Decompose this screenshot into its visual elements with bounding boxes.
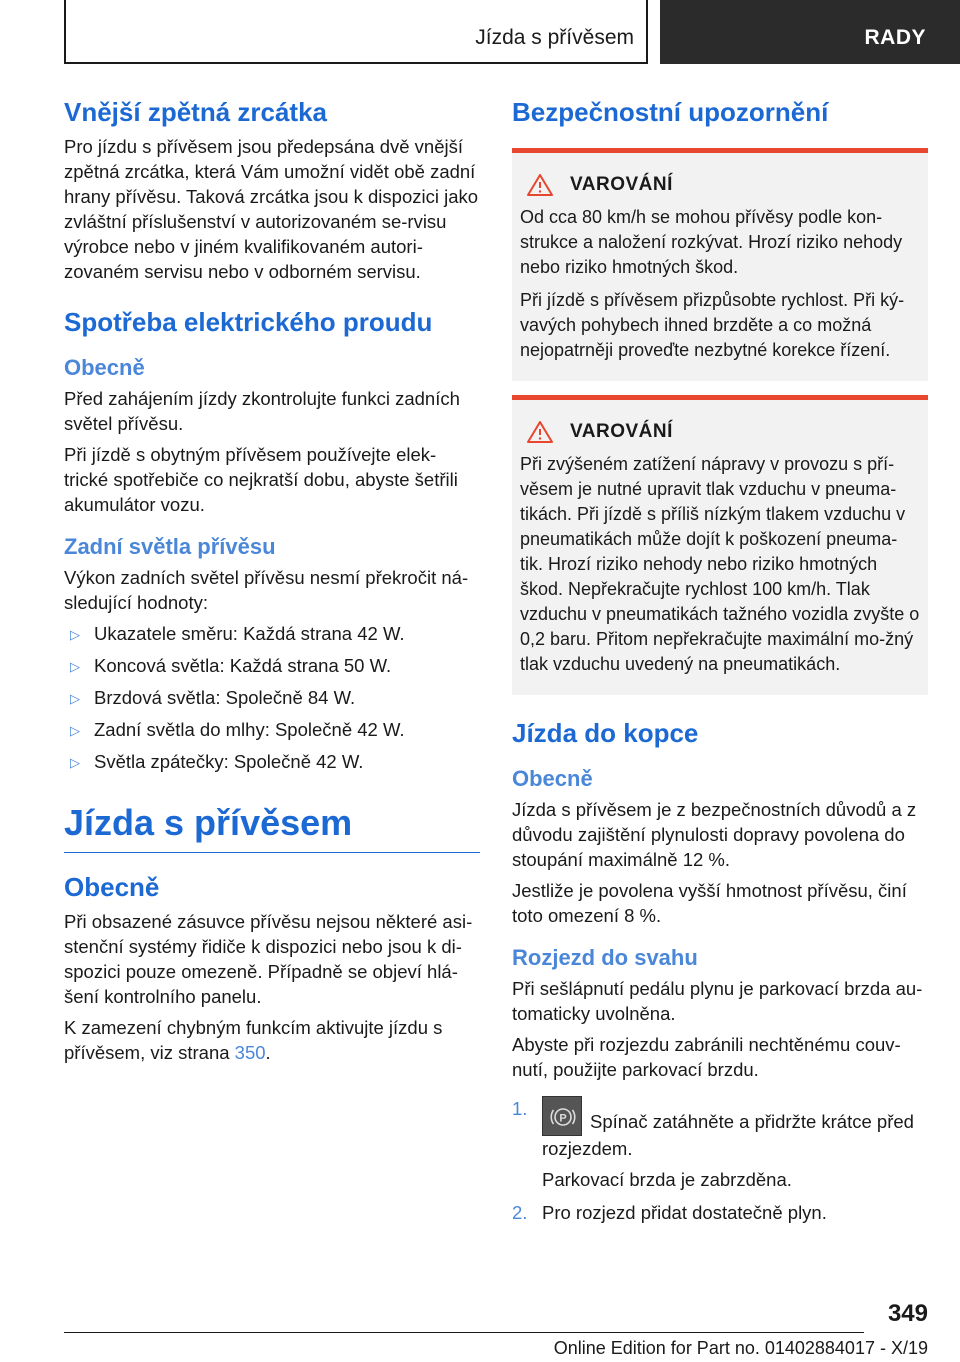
step-subtext: Parkovací brzda je zabrzděna. [542, 1169, 792, 1190]
left-column [64, 96, 480, 1071]
steps-list [512, 1096, 928, 1225]
uphill-paragraph-1: Jízda s přívěsem je z bezpečnostních důvodů a z důvodu zajištění plynulosti dopravy povolena do stoupání maximálně 12 %. [512, 799, 917, 870]
step-number: 2. [512, 1202, 528, 1223]
list-item: ▷ Světla zpátečky: Společně 42 W. [64, 749, 480, 774]
general-heading: Obecně [64, 355, 145, 380]
list-item [512, 1096, 928, 1192]
trailer-heading: Jízda s přívěsem [64, 802, 353, 843]
step-text: Spínač zatáhněte a přidržte krátce před rozjezdem. [542, 1111, 914, 1159]
triangle-bullet-icon: ▷ [70, 755, 80, 770]
uphill-general-heading: Obecně [512, 766, 593, 791]
trailer-section-header [64, 800, 480, 853]
warning-triangle-icon [526, 173, 554, 197]
warning-triangle-icon [526, 420, 554, 444]
wattage-list [64, 621, 480, 774]
slope-start-heading: Rozjezd do svahu [512, 945, 698, 970]
mirrors-heading: Vnější zpětná zrcátka [64, 97, 327, 127]
header-section-title: Jízda s přívěsem [475, 26, 634, 49]
trailer-general-heading: Obecně [64, 872, 160, 902]
warning-title-row [520, 173, 920, 197]
warning-title: VAROVÁNÍ [570, 421, 673, 442]
general-paragraph-2: Při jízdě s obytným přívěsem používejte elek‐trické spotřebiče co nejkratší dobu, abyste šetřili akumulátor vozu. [64, 444, 458, 515]
rear-lights-heading: Zadní světla přívěsu [64, 534, 276, 559]
list-item [512, 1200, 928, 1225]
parking-brake-icon [542, 1096, 582, 1136]
svg-text:P: P [559, 1112, 567, 1125]
slope-paragraph-1: Při sešlápnutí pedálu plynu je parkovací brzda au‐tomaticky uvolněna. [512, 978, 923, 1024]
triangle-bullet-icon: ▷ [70, 627, 80, 642]
page-number: 349 [887, 1300, 928, 1327]
triangle-bullet-icon: ▷ [70, 723, 80, 738]
page-reference-link[interactable]: 350 [234, 1042, 266, 1063]
list-item: ▷ Ukazatele směru: Každá strana 42 W. [64, 621, 480, 646]
rear-lights-text: Výkon zadních světel přívěsu nesmí překročit ná‐sledující hodnoty: [64, 567, 469, 613]
header-section-box [64, 0, 648, 64]
slope-paragraph-2: Abyste při rozjezdu zabránili nechtěnému couv‐nutí, použijte parkovací brzdu. [512, 1034, 901, 1080]
general-paragraph-1: Před zahájením jízdy zkontrolujte funkci zadních světel přívěsu. [64, 388, 460, 434]
step-number: 1. [512, 1098, 528, 1119]
power-heading: Spotřeba elektrického proudu [64, 307, 433, 337]
mirrors-text: Pro jízdu s přívěsem jsou předepsána dvě vnější zpětná zrcátka, která Vám umožní vidět obě zadní hrany přívěsu. Taková zrcátka jsou k dispozici jako zvláštní příslušenství v autorizovaném se‐rvisu výrobce nebo v jiném kvalifikovaném autori‐zovaném servisu nebo v odborném servisu. [64, 136, 479, 282]
warning-title: VAROVÁNÍ [570, 174, 673, 195]
edition-note: Online Edition for Part no. 01402884017 - X/19 [553, 1338, 928, 1358]
header-chapter-box [660, 0, 960, 64]
step-text: Pro rozjezd přidat dostatečně plyn. [542, 1202, 827, 1223]
warning-1-paragraph-2: Při jízdě s přívěsem přizpůsobte rychlost. Při ký‐vavých pohybech ihned brzděte a co možná nejopatrněji proveďte nezbytné korekce řízení. [520, 290, 905, 360]
warning-2-paragraph-1: Při zvýšeném zatížení nápravy v provozu s pří‐věsem je nutné upravit tlak vzduchu v pneuma‐tikách. Při jízdě s příliš nízkým tlakem vzduchu v pneumatikách může dojít k poškození pneuma‐tik. Hrozí riziko nehody nebo riziko hmotných škod. Nepřekračujte rychlost 100 km/h. Tlak vzduchu v pneumatikách tažného vozidla zvyšte o 0,2 baru. Přitom nepřekračujte maximální mo‐žný tlak vzduchu uvedený na pneumatikách. [520, 454, 920, 674]
list-item: ▷ Brzdová světla: Společně 84 W. [64, 685, 480, 710]
right-column [512, 96, 928, 1233]
warning-1-paragraph-1: Od cca 80 km/h se mohou přívěsy podle kon‐strukce a naložení rozkývat. Hrozí riziko nehody nebo riziko hmotných škod. [520, 207, 903, 277]
triangle-bullet-icon: ▷ [70, 659, 80, 674]
list-item: ▷ Koncová světla: Každá strana 50 W. [64, 653, 480, 678]
header-chapter-badge: RADY [864, 26, 926, 49]
warning-box-2 [512, 395, 928, 695]
warning-box-1 [512, 148, 928, 381]
uphill-heading: Jízda do kopce [512, 718, 699, 748]
footer-divider [64, 1332, 864, 1333]
list-item: ▷ Zadní světla do mlhy: Společně 42 W. [64, 717, 480, 742]
uphill-paragraph-2: Jestliže je povolena vyšší hmotnost přívěsu, činí toto omezení 8 %. [512, 880, 907, 926]
trailer-paragraph-1: Při obsazené zásuvce přívěsu nejsou některé asi‐stenční systémy řidiče k dispozici nebo jsou k di‐spozici pouze omezeně. Případně se objeví hlá‐šení kontrolního panelu. [64, 911, 473, 1007]
trailer-paragraph-2: K zamezení chybným funkcím aktivujte jízdu s přívěsem, viz strana 350. [64, 1017, 443, 1063]
warning-title-row [520, 420, 920, 444]
triangle-bullet-icon: ▷ [70, 691, 80, 706]
safety-heading: Bezpečnostní upozornění [512, 97, 829, 127]
